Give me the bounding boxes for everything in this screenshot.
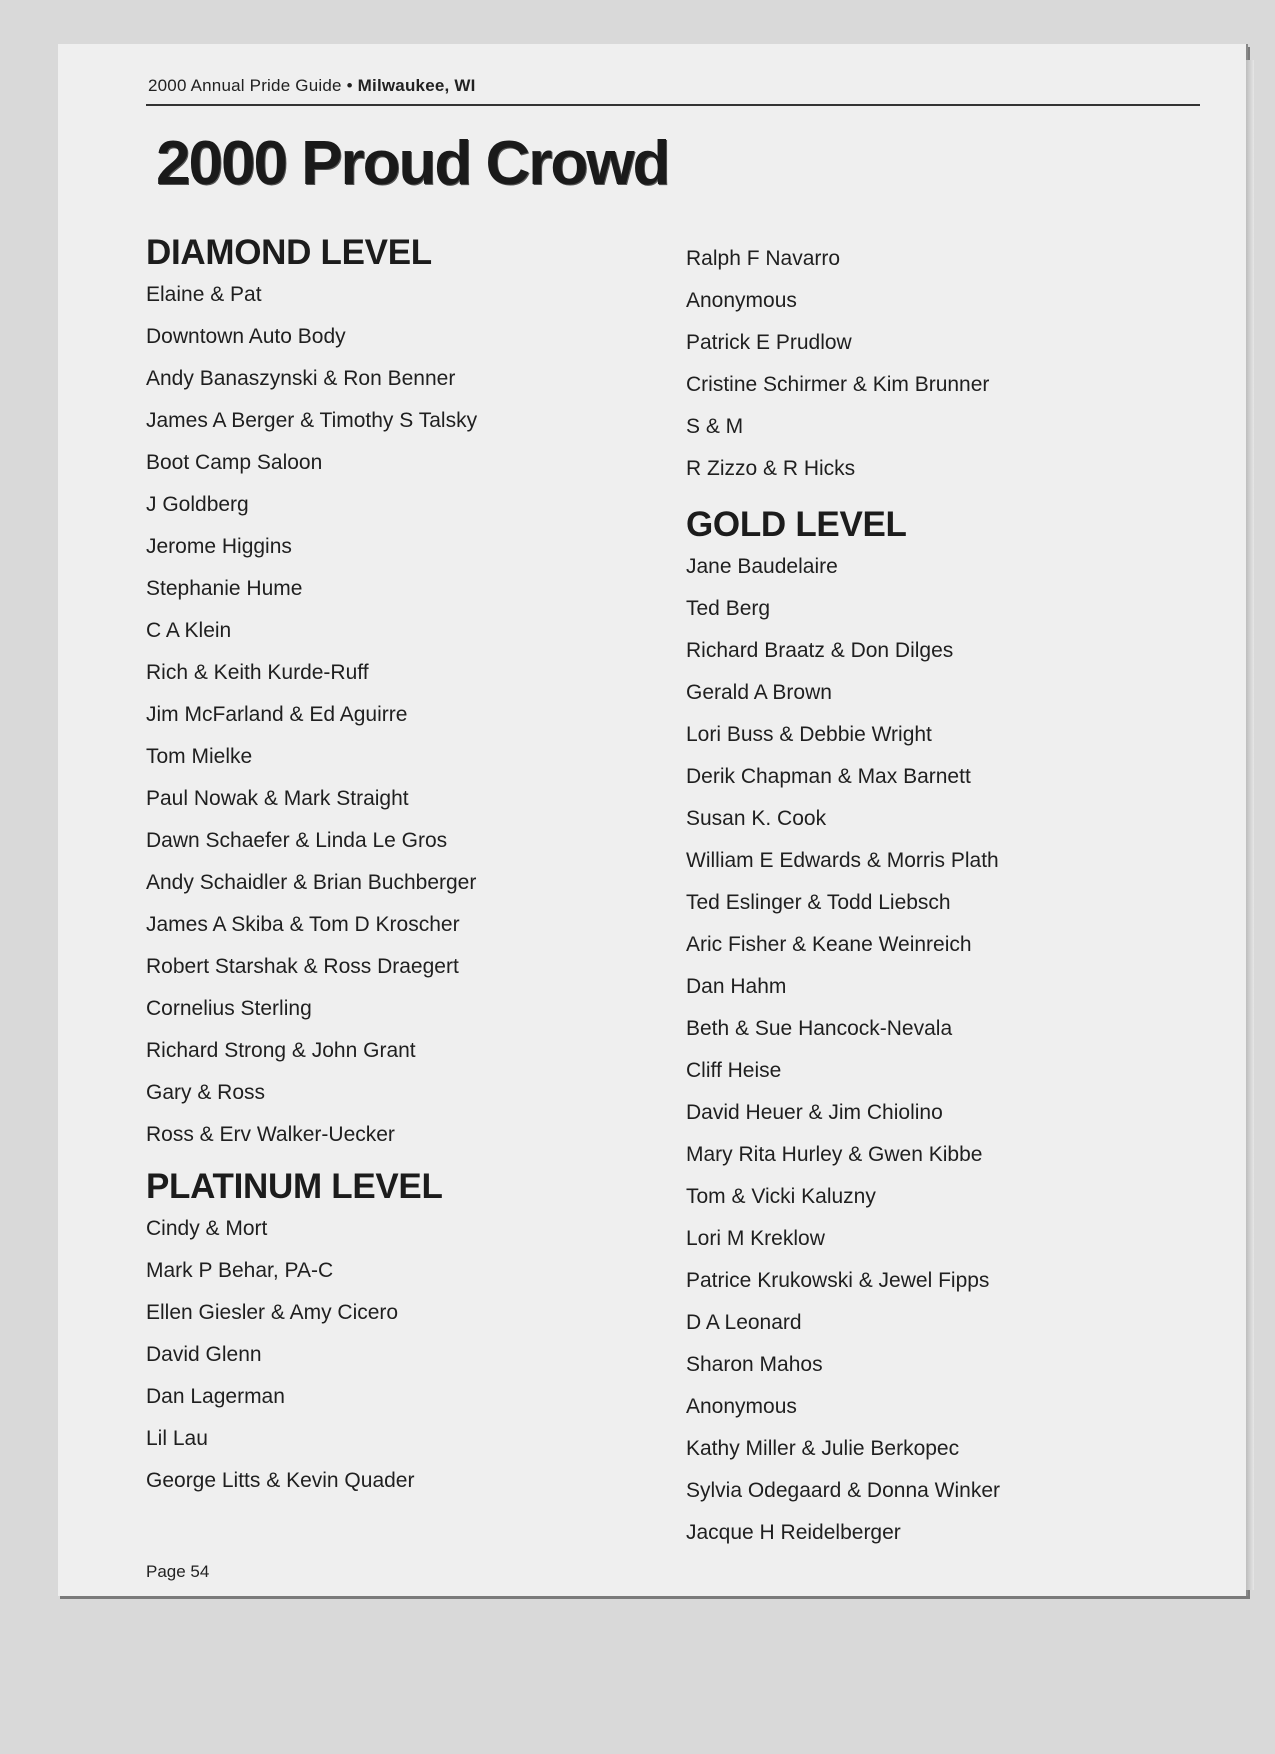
donor-name: Sylvia Odegaard & Donna Winker [686, 1479, 1000, 1502]
donor-name: Andy Schaidler & Brian Buchberger [146, 871, 477, 894]
donor-name: Anonymous [686, 1395, 797, 1418]
page-title: 2000 Proud Crowd [156, 129, 669, 198]
donor-name: Lori M Kreklow [686, 1227, 825, 1250]
right-column [686, 238, 1226, 1554]
left-column [146, 232, 666, 1502]
donor-name: Ross & Erv Walker-Uecker [146, 1123, 395, 1146]
donor-name: David Heuer & Jim Chiolino [686, 1101, 943, 1124]
donor-name: Rich & Keith Kurde-Ruff [146, 661, 369, 684]
donor-name: Dan Lagerman [146, 1385, 285, 1408]
page-number: Page 54 [146, 1562, 210, 1581]
donor-name: Patrice Krukowski & Jewel Fipps [686, 1269, 990, 1292]
platinum-continued-name-list [686, 238, 1226, 490]
donor-name: J Goldberg [146, 493, 249, 516]
diamond-name-list [146, 274, 666, 1156]
donor-name: Tom Mielke [146, 745, 253, 768]
donor-name: D A Leonard [686, 1311, 802, 1334]
donor-name: Dawn Schaefer & Linda Le Gros [146, 829, 448, 852]
donor-name: Richard Strong & John Grant [146, 1039, 416, 1062]
donor-name: Jane Baudelaire [686, 555, 838, 578]
donor-name: Jacque H Reidelberger [686, 1521, 901, 1544]
donor-name: Sharon Mahos [686, 1353, 823, 1376]
donor-name: S & M [686, 415, 744, 438]
donor-name: James A Berger & Timothy S Talsky [146, 409, 478, 432]
header-rule [146, 104, 1200, 106]
donor-name: Mark P Behar, PA-C [146, 1259, 334, 1282]
donor-name: Mary Rita Hurley & Gwen Kibbe [686, 1143, 983, 1166]
donor-name: C A Klein [146, 619, 232, 642]
donor-name: Cindy & Mort [146, 1217, 268, 1240]
donor-name: Paul Nowak & Mark Straight [146, 787, 409, 810]
donor-name: Patrick E Prudlow [686, 331, 852, 354]
donor-name: Gary & Ross [146, 1081, 266, 1104]
donor-name: Tom & Vicki Kaluzny [686, 1185, 876, 1208]
donor-name: Cliff Heise [686, 1059, 782, 1082]
donor-name: Susan K. Cook [686, 807, 827, 830]
donor-name: Gerald A Brown [686, 681, 832, 704]
gold-level-heading: GOLD LEVEL [686, 505, 907, 544]
donor-name: Downtown Auto Body [146, 325, 346, 348]
diamond-level-heading: DIAMOND LEVEL [146, 233, 432, 272]
gold-name-list [686, 546, 1226, 1554]
platinum-name-list [146, 1208, 666, 1502]
donor-name: Anonymous [686, 289, 797, 312]
donor-name: James A Skiba & Tom D Kroscher [146, 913, 460, 936]
donor-name: David Glenn [146, 1343, 262, 1366]
donor-name: William E Edwards & Morris Plath [686, 849, 999, 872]
donor-name: George Litts & Kevin Quader [146, 1469, 415, 1492]
donor-name: Ellen Giesler & Amy Cicero [146, 1301, 399, 1324]
donor-name: Jerome Higgins [146, 535, 292, 558]
donor-name: Kathy Miller & Julie Berkopec [686, 1437, 960, 1460]
donor-name: Elaine & Pat [146, 283, 262, 306]
donor-name: Andy Banaszynski & Ron Benner [146, 367, 456, 390]
donor-name: Jim McFarland & Ed Aguirre [146, 703, 408, 726]
donor-name: Cornelius Sterling [146, 997, 312, 1020]
publication-location: Milwaukee, WI [357, 76, 476, 95]
running-header [148, 76, 476, 96]
donor-name: Ted Berg [686, 597, 771, 620]
donor-name: Dan Hahm [686, 975, 787, 998]
page-edge [1246, 60, 1254, 1590]
donor-name: Cristine Schirmer & Kim Brunner [686, 373, 990, 396]
donor-name: Beth & Sue Hancock-Nevala [686, 1017, 953, 1040]
donor-name: Derik Chapman & Max Barnett [686, 765, 971, 788]
donor-name: R Zizzo & R Hicks [686, 457, 856, 480]
donor-name: Boot Camp Saloon [146, 451, 323, 474]
donor-name: Robert Starshak & Ross Draegert [146, 955, 459, 978]
platinum-level-heading: PLATINUM LEVEL [146, 1167, 443, 1206]
donor-name: Lori Buss & Debbie Wright [686, 723, 932, 746]
donor-name: Richard Braatz & Don Dilges [686, 639, 954, 662]
header-separator: • [346, 76, 353, 95]
donor-name: Stephanie Hume [146, 577, 303, 600]
donor-name: Aric Fisher & Keane Weinreich [686, 933, 972, 956]
donor-name: Lil Lau [146, 1427, 208, 1450]
donor-name: Ted Eslinger & Todd Liebsch [686, 891, 951, 914]
donor-name: Ralph F Navarro [686, 247, 841, 270]
publication-name: 2000 Annual Pride Guide [148, 76, 342, 95]
